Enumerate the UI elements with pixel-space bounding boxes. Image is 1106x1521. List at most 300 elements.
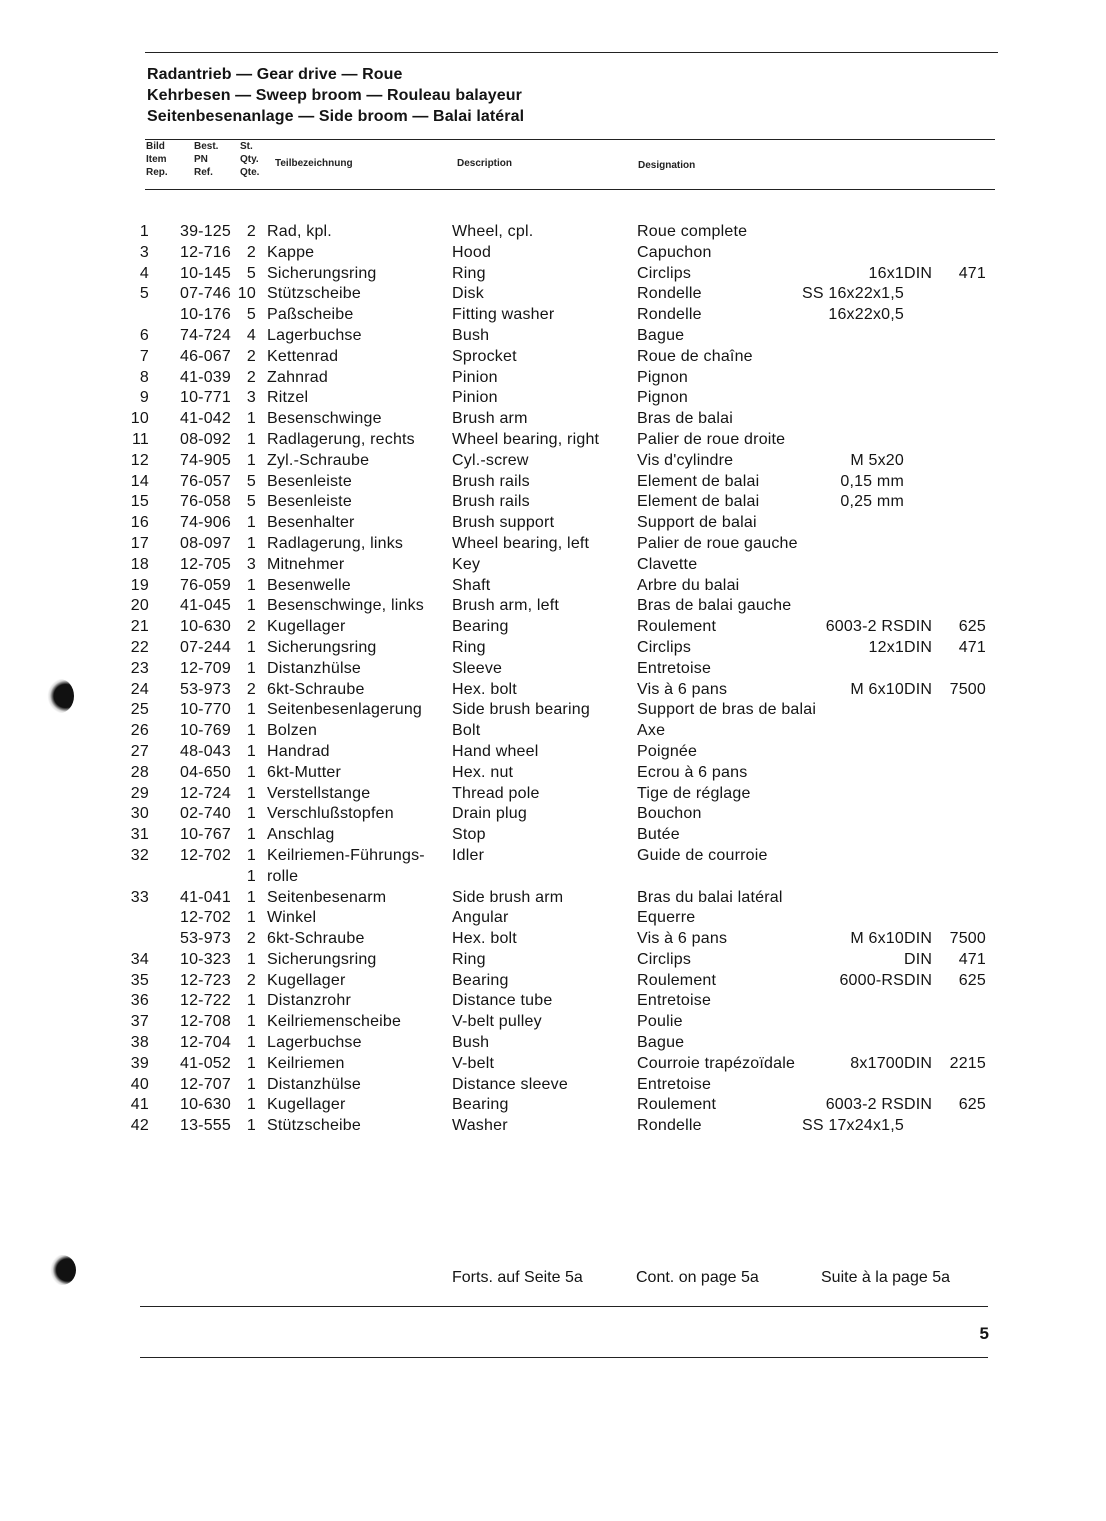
- part-number: 10-630: [179, 1096, 231, 1114]
- item-number: 16: [130, 514, 149, 532]
- dimension: 0,15 mm: [840, 472, 904, 490]
- quantity: 1: [246, 534, 256, 552]
- title-side-broom: Seitenbesenanlage — Side broom — Balai latéral: [147, 108, 525, 125]
- part-number: 41-045: [179, 597, 231, 615]
- header-german: Teilbezeichnung: [275, 158, 353, 169]
- table-row: [0, 472, 1106, 493]
- french-name: Pignon: [637, 368, 689, 386]
- item-number: 12: [130, 451, 149, 469]
- table-row: [0, 950, 1106, 971]
- part-number: 12-716: [179, 243, 231, 261]
- english-name: Bolt: [452, 722, 481, 740]
- din-label: DIN: [904, 930, 933, 948]
- german-name: Sicherungsring: [267, 950, 377, 968]
- part-number: 74-724: [179, 326, 231, 344]
- punch-hole-mark-top: [46, 679, 74, 713]
- footer-rule: [140, 1306, 988, 1307]
- quantity: 1: [246, 867, 256, 885]
- quantity: 1: [246, 1034, 256, 1052]
- quantity: 1: [246, 742, 256, 760]
- german-name: Kugellager: [267, 618, 346, 636]
- din-number: 471: [958, 950, 986, 968]
- german-name: Zyl.-Schraube: [267, 451, 370, 469]
- table-row: [0, 347, 1106, 368]
- english-name: Brush arm: [452, 410, 528, 428]
- table-row: [0, 929, 1106, 950]
- french-name: Support de balai: [637, 514, 757, 532]
- english-name: Wheel, cpl.: [452, 223, 534, 240]
- quantity: 1: [246, 1054, 256, 1072]
- table-row: [0, 264, 1106, 285]
- header-pn-de: Best.: [194, 141, 219, 152]
- german-name: Lagerbuchse: [267, 326, 362, 344]
- english-name: Ring: [452, 638, 486, 656]
- english-name: Ring: [452, 950, 486, 968]
- header-item: [146, 140, 168, 179]
- footer-continued-de: Forts. auf Seite 5a: [452, 1269, 583, 1286]
- din-number: 7500: [949, 680, 986, 698]
- english-name: Angular: [452, 909, 509, 927]
- item-number: 31: [130, 826, 149, 844]
- french-name: Pignon: [637, 389, 689, 407]
- part-number: 08-097: [179, 534, 231, 552]
- dimension: 0,25 mm: [840, 493, 904, 511]
- french-name: Rondelle: [637, 285, 702, 303]
- parts-table: [0, 222, 1106, 1137]
- part-number: 53-973: [179, 930, 231, 948]
- german-name: Besenschwinge, links: [267, 597, 424, 615]
- german-name: rolle: [267, 867, 299, 885]
- part-number: 12-707: [179, 1075, 231, 1093]
- header-bottom-rule: [145, 189, 995, 190]
- quantity: 1: [246, 597, 256, 615]
- table-row: [0, 1095, 1106, 1116]
- quantity: 10: [237, 285, 256, 303]
- header-qty: [240, 140, 259, 179]
- german-name: Bolzen: [267, 722, 318, 740]
- english-name: Hex. bolt: [452, 680, 517, 698]
- table-row: [0, 784, 1106, 805]
- item-number: 38: [130, 1034, 149, 1052]
- french-name: Poignée: [637, 742, 698, 760]
- footer-continued-fr: Suite à la page 5a: [821, 1269, 950, 1286]
- french-name: Bague: [637, 326, 685, 344]
- french-name: Tige de réglage: [637, 784, 751, 802]
- french-name: Element de balai: [637, 493, 760, 511]
- title-gear-drive: Radantrieb — Gear drive — Roue: [147, 66, 403, 83]
- footer-continued-en: Cont. on page 5a: [636, 1269, 759, 1286]
- french-name: Circlips: [637, 950, 692, 968]
- item-number: 37: [130, 1013, 149, 1031]
- german-name: Keilriemen: [267, 1054, 345, 1072]
- german-name: Distanzrohr: [267, 992, 352, 1010]
- din-label: DIN: [904, 971, 933, 989]
- french-name: Vis d'cylindre: [637, 451, 734, 469]
- english-name: Brush rails: [452, 472, 530, 490]
- din-number: 625: [958, 618, 986, 636]
- item-number: 10: [130, 410, 149, 428]
- page-number: 5: [979, 1324, 989, 1343]
- item-number: 14: [130, 472, 149, 490]
- german-name: Stützscheibe: [267, 1117, 362, 1135]
- french-name: Roue complete: [637, 223, 748, 240]
- german-name: Besenschwinge: [267, 410, 382, 428]
- german-name: Distanzhülse: [267, 659, 362, 677]
- german-name: Keilriemenscheibe: [267, 1013, 402, 1031]
- english-name: Thread pole: [452, 784, 540, 802]
- quantity: 3: [246, 555, 256, 573]
- german-name: Sicherungsring: [267, 264, 377, 282]
- quantity: 1: [246, 514, 256, 532]
- quantity: 2: [246, 618, 256, 636]
- section-titles: [147, 64, 524, 127]
- part-number: 10-630: [179, 618, 231, 636]
- german-name: Kugellager: [267, 971, 346, 989]
- item-number: 26: [130, 722, 149, 740]
- german-name: Keilriemen-Führungs-: [267, 846, 425, 864]
- din-number: 471: [958, 264, 986, 282]
- quantity: 1: [246, 430, 256, 448]
- english-name: Wheel bearing, right: [452, 430, 600, 448]
- item-number: 5: [139, 285, 149, 303]
- french-name: Bras du balai latéral: [637, 888, 783, 906]
- table-row: [0, 721, 1106, 742]
- english-name: Distance tube: [452, 992, 553, 1010]
- item-number: 41: [130, 1096, 149, 1114]
- french-name: Circlips: [637, 264, 692, 282]
- french-name: Circlips: [637, 638, 692, 656]
- dimension: SS 17x24x1,5: [801, 1117, 904, 1135]
- english-name: Pinion: [452, 389, 498, 407]
- punch-hole-mark-bottom: [48, 1255, 76, 1285]
- part-number: 12-723: [179, 971, 231, 989]
- english-name: Pinion: [452, 368, 498, 386]
- french-name: Rondelle: [637, 306, 702, 324]
- table-row: [0, 222, 1106, 243]
- part-number: 12-702: [179, 846, 231, 864]
- english-name: Bearing: [452, 618, 509, 636]
- table-row: [0, 659, 1106, 680]
- french-name: Vis à 6 pans: [637, 680, 728, 698]
- table-row: [0, 513, 1106, 534]
- german-name: Besenhalter: [267, 514, 355, 532]
- french-name: Bague: [637, 1034, 685, 1052]
- table-row: [0, 908, 1106, 929]
- part-number: 02-740: [179, 805, 231, 823]
- french-name: Axe: [637, 722, 666, 740]
- english-name: Hex. bolt: [452, 930, 517, 948]
- item-number: 8: [139, 368, 149, 386]
- item-number: 36: [130, 992, 149, 1010]
- french-name: Vis à 6 pans: [637, 930, 728, 948]
- table-row: [0, 1012, 1106, 1033]
- item-number: 35: [130, 971, 149, 989]
- din-label: DIN: [904, 680, 933, 698]
- quantity: 1: [246, 992, 256, 1010]
- french-name: Roulement: [637, 618, 717, 636]
- item-number: 24: [130, 680, 149, 698]
- dimension: M 6x10: [850, 680, 904, 698]
- quantity: 2: [246, 930, 256, 948]
- table-row: [0, 243, 1106, 264]
- header-qty-de: St.: [240, 141, 253, 152]
- part-number: 10-145: [179, 264, 231, 282]
- english-name: Side brush bearing: [452, 701, 590, 719]
- english-name: Wheel bearing, left: [452, 534, 590, 552]
- quantity: 5: [246, 493, 256, 511]
- table-row: [0, 825, 1106, 846]
- part-number: 12-722: [179, 992, 231, 1010]
- item-number: 3: [139, 243, 149, 261]
- part-number: 74-906: [179, 514, 231, 532]
- table-row: [0, 492, 1106, 513]
- item-number: 20: [130, 597, 149, 615]
- din-number: 625: [958, 1096, 986, 1114]
- item-number: 39: [130, 1054, 149, 1072]
- table-row: [0, 804, 1106, 825]
- part-number: 76-057: [179, 472, 231, 490]
- table-row: [0, 1054, 1106, 1075]
- french-name: Roue de chaîne: [637, 347, 753, 365]
- table-row: [0, 284, 1106, 305]
- table-row: [0, 1075, 1106, 1096]
- quantity: 3: [246, 389, 256, 407]
- french-name: Bras de balai: [637, 410, 733, 428]
- din-number: 625: [958, 971, 986, 989]
- item-number: 7: [139, 347, 149, 365]
- table-row: [0, 638, 1106, 659]
- quantity: 4: [246, 326, 256, 344]
- french-name: Roulement: [637, 1096, 717, 1114]
- header-qty-en: Qty.: [240, 154, 259, 165]
- german-name: Ritzel: [267, 389, 309, 407]
- table-row: [0, 388, 1106, 409]
- french-name: Palier de roue gauche: [637, 534, 798, 552]
- quantity: 1: [246, 638, 256, 656]
- english-name: Disk: [452, 285, 484, 303]
- german-name: Kettenrad: [267, 347, 339, 365]
- bottom-rule: [140, 1357, 988, 1358]
- item-number: 22: [130, 638, 149, 656]
- part-number: 10-767: [179, 826, 231, 844]
- quantity: 1: [246, 888, 256, 906]
- quantity: 1: [246, 659, 256, 677]
- quantity: 1: [246, 826, 256, 844]
- dimension: 6003-2 RS: [825, 1096, 904, 1114]
- item-number: 32: [130, 846, 149, 864]
- part-number: 12-708: [179, 1013, 231, 1031]
- french-name: Poulie: [637, 1013, 683, 1031]
- table-row: [0, 700, 1106, 721]
- item-number: 1: [139, 223, 149, 240]
- item-number: 30: [130, 805, 149, 823]
- item-number: 18: [130, 555, 149, 573]
- table-row: [0, 596, 1106, 617]
- part-number: 41-041: [179, 888, 231, 906]
- part-number: 10-176: [179, 306, 231, 324]
- din-label: DIN: [904, 264, 933, 282]
- english-name: Bearing: [452, 1096, 509, 1114]
- table-row: [0, 763, 1106, 784]
- english-name: Hex. nut: [452, 763, 514, 781]
- table-row: [0, 1033, 1106, 1054]
- part-number: 39-125: [179, 223, 231, 240]
- quantity: 2: [246, 680, 256, 698]
- din-label: DIN: [904, 618, 933, 636]
- german-name: Seitenbesenlagerung: [267, 701, 423, 719]
- part-number: 53-973: [179, 680, 231, 698]
- table-row: [0, 430, 1106, 451]
- item-number: 29: [130, 784, 149, 802]
- table-row: [0, 742, 1106, 763]
- table-row: [0, 555, 1106, 576]
- header-pn: [194, 140, 218, 179]
- quantity: 1: [246, 950, 256, 968]
- table-row: [0, 576, 1106, 597]
- part-number: 41-039: [179, 368, 231, 386]
- german-name: Distanzhülse: [267, 1075, 362, 1093]
- english-name: Brush arm, left: [452, 597, 560, 615]
- item-number: 25: [130, 701, 149, 719]
- item-number: 21: [130, 618, 149, 636]
- header-english: Description: [457, 158, 513, 169]
- dimension: 8x1700: [850, 1054, 904, 1072]
- part-number: 76-059: [179, 576, 231, 594]
- quantity: 5: [246, 264, 256, 282]
- french-name: Ecrou à 6 pans: [637, 763, 748, 781]
- table-row: [0, 846, 1106, 867]
- german-name: Zahnrad: [267, 368, 328, 386]
- quantity: 1: [246, 701, 256, 719]
- table-row: [0, 971, 1106, 992]
- part-number: 10-323: [179, 950, 231, 968]
- item-number: 34: [130, 950, 149, 968]
- german-name: Seitenbesenarm: [267, 888, 387, 906]
- english-name: Brush rails: [452, 493, 530, 511]
- quantity: 1: [246, 846, 256, 864]
- english-name: Bush: [452, 326, 490, 344]
- quantity: 1: [246, 784, 256, 802]
- part-number: 12-724: [179, 784, 231, 802]
- quantity: 2: [246, 223, 256, 240]
- french-name: Equerre: [637, 909, 696, 927]
- quantity: 1: [246, 576, 256, 594]
- english-name: Key: [452, 555, 481, 573]
- item-number: 42: [130, 1117, 149, 1135]
- item-number: 4: [139, 264, 149, 282]
- german-name: Besenleiste: [267, 493, 352, 511]
- item-number: 17: [130, 534, 149, 552]
- english-name: Fitting washer: [452, 306, 555, 324]
- german-name: Rad, kpl.: [267, 223, 332, 240]
- german-name: Anschlag: [267, 826, 335, 844]
- header-item-fr: Rep.: [146, 167, 168, 178]
- table-row: [0, 867, 1106, 888]
- german-name: Sicherungsring: [267, 638, 377, 656]
- french-name: Palier de roue droite: [637, 430, 786, 448]
- french-name: Rondelle: [637, 1117, 702, 1135]
- item-number: 23: [130, 659, 149, 677]
- part-number: 04-650: [179, 763, 231, 781]
- din-number: 7500: [949, 930, 986, 948]
- quantity: 1: [246, 722, 256, 740]
- item-number: 19: [130, 576, 149, 594]
- table-row: [0, 305, 1106, 326]
- part-number: 10-771: [179, 389, 231, 407]
- din-number: 2215: [949, 1054, 986, 1072]
- din-label: DIN: [904, 638, 933, 656]
- quantity: 2: [246, 347, 256, 365]
- french-name: Support de bras de balai: [637, 701, 817, 719]
- table-row: [0, 680, 1106, 701]
- german-name: Radlagerung, rechts: [267, 430, 415, 448]
- quantity: 1: [246, 451, 256, 469]
- item-number: 15: [130, 493, 149, 511]
- din-label: DIN: [904, 1054, 933, 1072]
- german-name: Kugellager: [267, 1096, 346, 1114]
- english-name: Side brush arm: [452, 888, 564, 906]
- german-name: 6kt-Schraube: [267, 930, 365, 948]
- french-name: Entretoise: [637, 1075, 712, 1093]
- dimension: M 6x10: [850, 930, 904, 948]
- dimension: 12x1: [868, 638, 904, 656]
- french-name: Guide de courroie: [637, 846, 768, 864]
- part-number: 41-042: [179, 410, 231, 428]
- table-row: [0, 991, 1106, 1012]
- table-row: [0, 888, 1106, 909]
- english-name: V-belt: [452, 1054, 495, 1072]
- item-number: 27: [130, 742, 149, 760]
- english-name: Cyl.-screw: [452, 451, 529, 469]
- title-sweep-broom: Kehrbesen — Sweep broom — Rouleau balayeur: [147, 87, 522, 104]
- part-number: 13-555: [179, 1117, 231, 1135]
- quantity: 2: [246, 368, 256, 386]
- german-name: Verschlußstopfen: [267, 805, 394, 823]
- part-number: 07-746: [179, 285, 231, 303]
- dimension: SS 16x22x1,5: [801, 285, 904, 303]
- part-number: 76-058: [179, 493, 231, 511]
- table-row: [0, 534, 1106, 555]
- table-row: [0, 451, 1106, 472]
- header-item-en: Item: [146, 154, 167, 165]
- english-name: Hand wheel: [452, 742, 539, 760]
- top-rule: [145, 52, 998, 53]
- item-number: 6: [139, 326, 149, 344]
- item-number: 33: [130, 888, 149, 906]
- table-row: [0, 617, 1106, 638]
- quantity: 1: [246, 410, 256, 428]
- part-number: 41-052: [179, 1054, 231, 1072]
- item-number: 28: [130, 763, 149, 781]
- header-qty-fr: Qte.: [240, 167, 260, 178]
- header-pn-fr: Ref.: [194, 167, 213, 178]
- header-pn-en: PN: [194, 154, 208, 165]
- french-name: Clavette: [637, 555, 698, 573]
- part-number: 10-769: [179, 722, 231, 740]
- english-name: Washer: [452, 1117, 508, 1135]
- part-number: 12-702: [179, 909, 231, 927]
- german-name: Kappe: [267, 243, 315, 261]
- quantity: 2: [246, 243, 256, 261]
- part-number: 48-043: [179, 742, 231, 760]
- french-name: Capuchon: [637, 243, 712, 261]
- german-name: 6kt-Mutter: [267, 763, 342, 781]
- english-name: Sprocket: [452, 347, 517, 365]
- dimension: 6000-RS: [839, 971, 904, 989]
- din-label: DIN: [904, 1096, 933, 1114]
- english-name: Ring: [452, 264, 486, 282]
- german-name: Verstellstange: [267, 784, 371, 802]
